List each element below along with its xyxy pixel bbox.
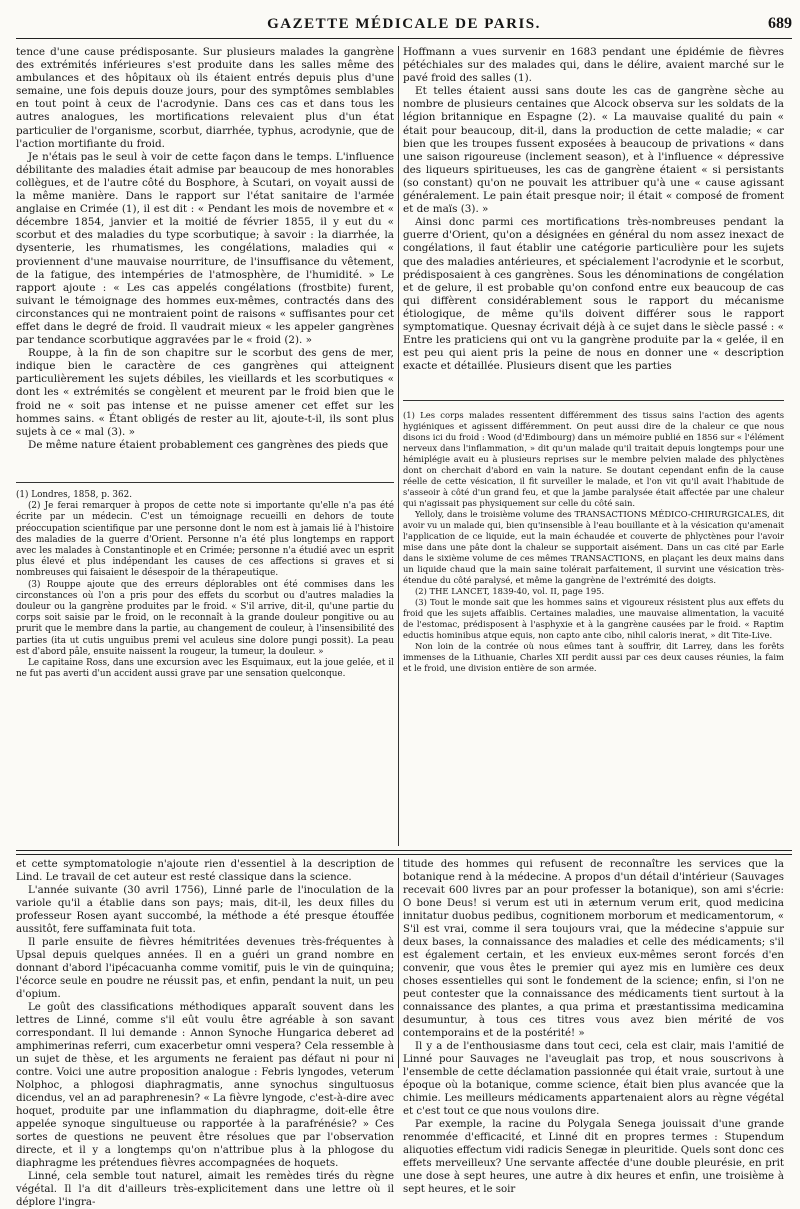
paragraph: De même nature étaient probablement ces gangrènes des pieds que bbox=[28, 438, 389, 451]
right-column-text bbox=[403, 46, 784, 396]
paragraph: Le goût des classifications méthodiques apparaît souvent dans les lettres de Linné, comme s'il eût voulu être agréable à son savant correspondant. Il lui demande : Annon Synoche Hungarica deberet ad amphimerinas referri, cum exacerbetur omni vespera? Cela ressemble à un sujet de thèse, et les arguments ne feraient pas défaut ni pour ni contre. Voici une autre proposition analogue : Febris lyngodes, veterum Nolphoc, a phlogosi diaphragmatis, anne synochus singultuosus dicendus, vel an ad paraphrenesin? « La fièvre lyngode, c'est-à-dire avec hoquet, produite par une inflammation du diaphragme, doit-elle être appelée synoque singultueuse ou rapportée à la parafrénésie? » Ces sortes de questions ne peuvent être résolues que par l'observation directe, et il y a longtemps qu'on n'attribue plus à la phlogose du diaphragme les prétendues fièvres accompagnées de hoquets. bbox=[16, 1002, 394, 1169]
paragraph: Par exemple, la racine du Polygala Senega jouissait d'une grande renommée d'efficacité, et Linné dit en propres termes : Stupendum aliquoties effectum vidi radicis Senegæ in pleuritide. Quels sont donc ces effets merveilleux? Une servante affectée d'une double pleurésie, en prit une dose à sept heures, une autre à dix heures et enfin, une troisième à sept heures, et le soir bbox=[403, 1119, 784, 1195]
footnote: (1) Londres, 1858, p. 362. bbox=[16, 490, 133, 500]
page-number: 689 bbox=[768, 15, 792, 32]
paragraph: Linné, cela semble tout naturel, aimait les remèdes tirés du règne végétal. Il l'a dit d'ailleurs très-explicitement dans une lettre où il déplore l'ingra- bbox=[16, 1171, 394, 1208]
paragraph: Et telles étaient aussi sans doute les cas de gangrène sèche au nombre de plusieurs centaines que Alcock observa sur les soldats de la légion britannique en Espagne (2). « La mauvaise qualité du pain « était pour beaucoup, dit-il, dans la production de cette maladie; « car bien que les troupes fussent exposées à beaucoup de privations « dans une saison rigoureuse (inclement season), et à l'influence « dépressive des liqueurs spiritueuses, les cas de gangrène étaient « si persistants (so constant) qu'on ne pouvait les attribuer qu'à une « cause agissant généralement. Le pain était presque noir; il était « composé de froment et de maïs (3). » bbox=[403, 85, 784, 216]
footnote: (2) Je ferai remarquer à propos de cette note si importante qu'elle n'a pas été écrite par un médecin. C'est un témoignage recueilli en dehors de toute préoccupation scientifique par une personne dont le nom est à jamais lié à l'histoire des maladies de la guerre d'Orient. Personne n'a été plus longtemps en rapport avec les malades à Constantinople et en Crimée; personne n'a étudié avec un esprit plus élevé et plus indépendant les causes de ces affections si graves et si nombreuses qui faisaient le désespoir de la thérapeutique. bbox=[16, 501, 394, 579]
footnote-rule-right bbox=[403, 400, 784, 401]
footnote: (2) THE LANCET, 1839-40, vol. II, page 195. bbox=[415, 586, 605, 596]
lower-right-column-text bbox=[403, 858, 784, 1195]
paragraph: Hoffmann a vues survenir en 1683 pendant une épidémie de fièvres pétéchiales sur des malades qui, dans le délire, avaient marché sur le pavé froid des salles (1). bbox=[403, 46, 784, 85]
paragraph: Rouppe, à la fin de son chapitre sur le scorbut des gens de mer, indique bien le caractère de ces gangrènes qui atteignent particulièrement les sujets débiles, les vieillards et les scorbutiques « dont les « extrémités se congèlent et meurent par le froid bien que le froid ne « soit pas intense et ne puisse amener cet effet sur les hommes sains. « Étant obligés de rester au lit, ajoute-t-il, ils sont plus sujets à ce « mal (3). » bbox=[16, 347, 394, 438]
running-header bbox=[16, 8, 792, 39]
paragraph: Il parle ensuite de fièvres hémitritées devenues très-fréquentes à Upsal depuis quelques années. Il en a guéri un grand nombre en donnant d'abord l'ipécacuanha comme vomitif, puis le vin de quinquina; l'écorce seule en poudre ne réussit pas, et enfin, pendant la nuit, un peu d'opium. bbox=[16, 937, 394, 1000]
column-divider-lower bbox=[398, 858, 399, 1068]
footnote: Non loin de la contrée où nous eûmes tant à souffrir, dit Larrey, dans les forêts immenses de la Lithuanie, Charles XII perdit aussi par ces deux causes réunies, la faim et le froid, une division entière de son armée. bbox=[403, 641, 784, 673]
journal-title: GAZETTE MÉDICALE DE PARIS. bbox=[267, 16, 541, 32]
paragraph: tence d'une cause prédisposante. Sur plusieurs malades la gangrène des extrémités inférieures s'est produite dans les salles même des ambulances et des hôpitaux où ils étaient entrés depuis plus d'une semaine, une fois depuis douze jours, pour des symptômes semblables en tout point à ceux de l'acrodynie. Dans ces cas et dans tous les autres analogues, les mortifications relevaient plus d'un état particulier de l'organisme, scorbut, diarrhée, typhus, acrodynie, que de l'action mortifiante du froid. bbox=[16, 46, 394, 150]
paragraph: et cette symptomatologie n'ajoute rien d'essentiel à la description de Lind. Le travail de cet auteur est resté classique dans la science. bbox=[16, 859, 394, 883]
paragraph: L'année suivante (30 avril 1756), Linné parle de l'inoculation de la variole qu'il a établie dans son pays; mais, dit-il, les deux filles du professeur Rosen ayant succombé, la méthode a été presque étouffée aussitôt, fere suffaminata fuit tota. bbox=[16, 885, 394, 935]
footnote: Le capitaine Ross, dans une excursion avec les Esquimaux, eut la joue gelée, et il ne fut pas averti d'un accident aussi grave par une sensation quelconque. bbox=[16, 658, 394, 680]
paragraph: Je n'étais pas le seul à voir de cette façon dans le temps. L'influence débilitante des maladies était admise par beaucoup de mes honorables collègues, et de l'autre côté du Bosphore, à Scutari, on voyait aussi de la même manière. Dans le rapport sur l'état sanitaire de l'armée anglaise en Crimée (1), il est dit : « Pendant les mois de novembre et « décembre 1854, janvier et la moitié de février 1855, il y eut du « scorbut et des maladies du type scorbutique; à savoir : la diarrhée, la dysenterie, les rhumatismes, les congélations, maladies qui « proviennent d'une mauvaise nourriture, de l'insuffisance du vêtement, de la fatigue, des intempéries de l'atmosphère, de l'humidité. » Le rapport ajoute : « Les cas appelés congélations (frostbite) furent, suivant le témoignage des hommes eux-mêmes, contractés dans des circonstances qui ne montraient point de raisons « suffisantes pour cet effet dans le degré de froid. Il vaudrait mieux « les appeler gangrènes par tendance scorbutique aggravées par le « froid (2). » bbox=[16, 150, 394, 347]
column-divider bbox=[398, 46, 399, 846]
paragraph: titude des hommes qui refusent de reconnaître les services que la botanique rend à la médecine. A propos d'un détail d'intérieur (Sauvages recevait 600 livres par an pour professer la botanique), son ami s'écrie: O bone Deus! si verum est uti in æternum verum erit, quod medicina innitatur duobus pedibus, cognitionem morborum et medicamentorum, « S'il est vrai, comme il sera toujours vrai, que la médecine s'appuie sur deux bases, la connaissance des maladies et celle des médicaments; s'il est également certain, et les envieux eux-mêmes seront forcés d'en convenir, que vous êtes le premier qui ayez mis en lumière ces deux choses essentielles qui sont le fondement de la science; enfin, si l'on ne peut contester que la connaissance des médicaments tient surtout à la connaissance des plantes, a qua prima et præstantissima medicamina desumuntur, à tous ces titres vous avez bien mérité de vos contemporains et de la postérité! » bbox=[403, 859, 784, 1039]
footnote-rule-left bbox=[16, 482, 394, 483]
footnote: (1) Les corps malades ressentent différemment des tissus sains l'action des agents hygiéniques et agissent différemment. On peut aussi dire de la chaleur ce que nous disons ici du froid : Wood (d'Edimbourg) dans un mémoire publié en 1856 sur « l'élément nerveux dans l'inflammation, » dit qu'un malade qu'il traitait depuis longtemps pour une hémiplégie avait eu à plusieurs reprises sur le membre pelvien malade des phlyctènes dont on cherchait d'abord en vain la nature. Se doutant cependant enfin de la cause réelle de cette vésication, il fit surveiller le malade, et l'on vit qu'il avait l'habitude de s'asseoir à côté d'un grand feu, et que la jambe paralysée était affectée par une chaleur qui n'agissait pas physiquement sur celle du côté sain. bbox=[403, 410, 784, 508]
paragraph: Ainsi donc parmi ces mortifications très-nombreuses pendant la guerre d'Orient, qu'on a désignées en général du nom assez inexact de congélations, il faut établir une catégorie particulière pour les sujets que des maladies antérieures, et spécialement l'acrodynie et le scorbut, prédisposaient à ces gangrènes. Sous les dénominations de congélation et de gelure, il est probable qu'on confond entre eux beaucoup de cas qui diffèrent considérablement sous le rapport du mécanisme étiologique, de même qu'ils doivent différer sous le rapport symptomatique. Quesnay écrivait déjà à ce sujet dans le siècle passé : « Entre les praticiens qui ont vu la gangrène produite par la « gelée, il en est peu qui aient pris la peine de nous en donner une « description exacte et détaillée. Plusieurs disent que les parties bbox=[403, 216, 784, 373]
paragraph: Il y a de l'enthousiasme dans tout ceci, cela est clair, mais l'amitié de Linné pour Sauvages ne l'aveuglait pas trop, et nous souscrivons à l'ensemble de cette déclamation passionnée qui était vraie, surtout à une époque où la botanique, comme science, était bien plus avancée que la chimie. Les meilleurs médicaments appartenaient alors au règne végétal et c'est tout ce que nous voulons dire. bbox=[403, 1041, 784, 1117]
section-separator bbox=[16, 850, 792, 855]
footnote: (3) Tout le monde sait que les hommes sains et vigoureux résistent plus aux effets du froid que les sujets affaiblis. Certaines maladies, une mauvaise alimentation, la vacuité de l'estomac, prédisposent à l'asphyxie et à la gangrène causées par le froid. « Raptim eductis hominibus atque equis, non capto ante cibo, nihil caloris inerat, » dit Tite-Live. bbox=[403, 597, 784, 640]
lower-left-column-text bbox=[16, 858, 394, 1208]
left-column-footnotes bbox=[16, 490, 394, 845]
left-column-text bbox=[16, 46, 394, 472]
right-column-footnotes bbox=[403, 410, 784, 846]
footnote: Yelloly, dans le troisième volume des TRANSACTIONS MÉDICO-CHIRURGICALES, dit avoir vu un malade qui, bien qu'insensible à l'eau bouillante et à la vésication qu'amenait l'application de ce liquide, eut la main échaudée et couverte de phlyctènes pour l'avoir mise dans une pâte dont la chaleur se supportait aisément. Dans un cas cité par Earle dans le sixième volume de ces mêmes TRANSACTIONS, en plaçant les deux mains dans un liquide chaud que la main saine tolérait parfaitement, il survint une vésication très-étendue du côté paralysé, et même la gangrène de l'extrémité des doigts. bbox=[403, 509, 784, 585]
footnote: (3) Rouppe ajoute que des erreurs déplorables ont été commises dans les circonstances où l'on a pris pour des effets du scorbut ou d'autres maladies la douleur ou la gangrène produites par le froid. « S'il arrive, dit-il, qu'une partie du corps soit saisie par le froid, on le reconnaît à la grande douleur pongitive ou au prurit que le membre dans la partie, au changement de couleur, à l'insensibilité des parties (ita ut cutis unguibus premi vel aculeus sine dolore pungi possit). La peau est d'abord pâle, ensuite naissent la rougeur, la tumeur, la douleur. » bbox=[16, 579, 394, 657]
